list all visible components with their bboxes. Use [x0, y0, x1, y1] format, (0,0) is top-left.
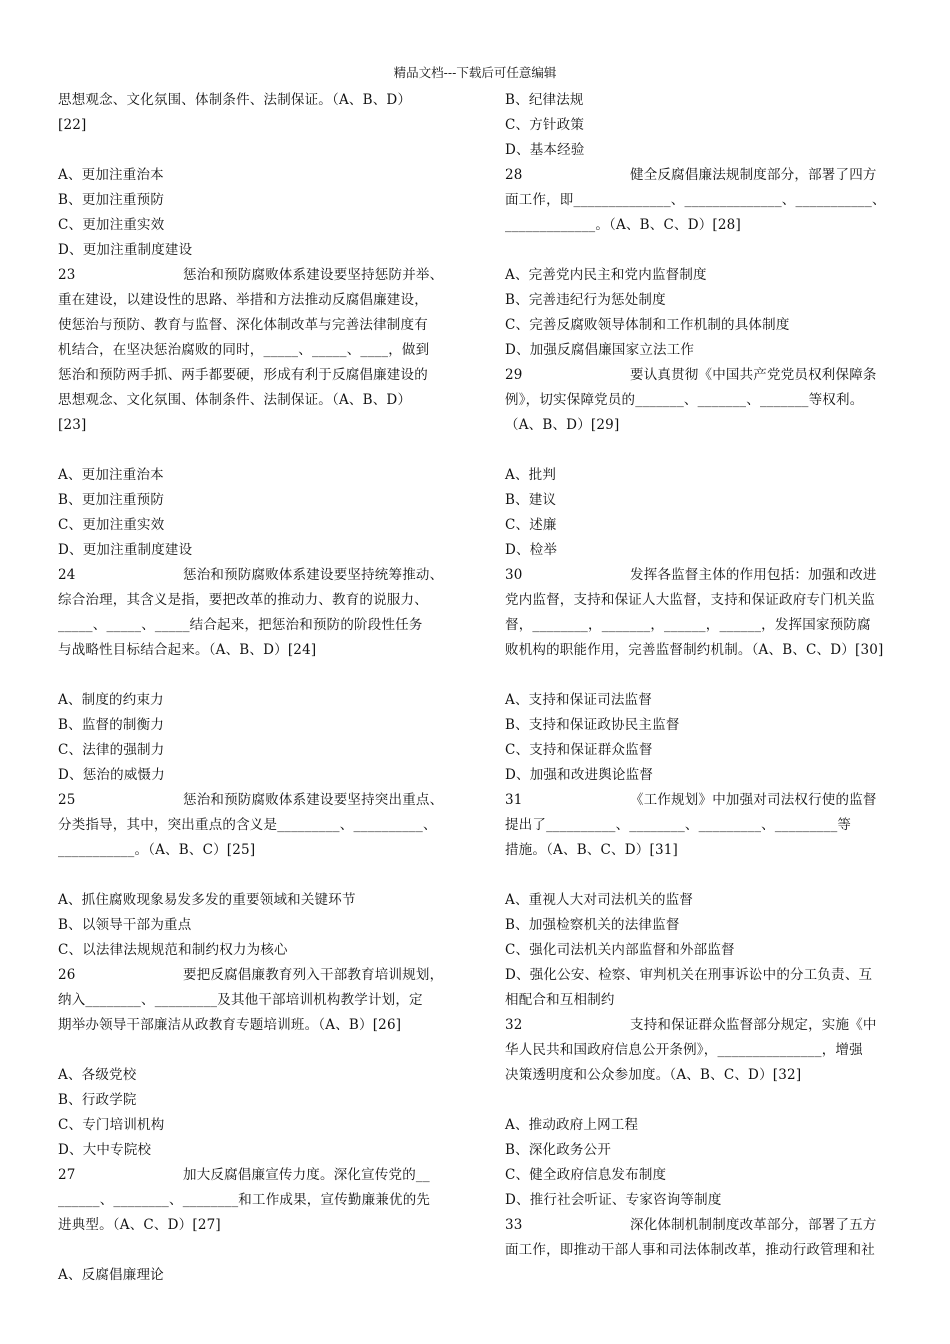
text-line: 党内监督，支持和保证人大监督，支持和保证政府专门机关监: [505, 592, 875, 608]
option-line: A、完善党内民主和党内监督制度: [505, 267, 707, 283]
question-text: 要认真贯彻《中国共产党党员权利保障条: [630, 367, 877, 383]
question-text: 加大反腐倡廉宣传力度。深化宣传党的__: [183, 1167, 430, 1183]
question-stem-line: [505, 163, 893, 188]
text-line: 使惩治与预防、教育与监督、深化体制改革与完善法律制度有: [58, 317, 428, 333]
question-text: 惩治和预防腐败体系建设要坚持惩防并举、: [183, 267, 444, 283]
text-line: 提出了__________、________、_________、_________等: [505, 817, 852, 833]
text-line: [22]: [58, 117, 87, 133]
option-line: C、方针政策: [505, 117, 585, 133]
option-line: D、惩治的威慑力: [58, 767, 165, 783]
question-stem-line: [505, 788, 893, 813]
blank-line: [505, 663, 893, 688]
option-line: D、检举: [505, 542, 558, 558]
option-line: B、深化政务公开: [505, 1142, 612, 1158]
blank-line: [58, 1238, 494, 1263]
option-line: C、法律的强制力: [58, 742, 165, 758]
option-line: A、反腐倡廉理论: [58, 1267, 164, 1283]
option-line: D、加强反腐倡廉国家立法工作: [505, 342, 695, 358]
text-line: ___________。（A、B、C）[25]: [58, 842, 256, 858]
text-line: 纳入________、_________及其他干部培训机构教学计划，定: [58, 992, 423, 1008]
text-line: 败机构的职能作用，完善监督制约机制。（A、B、C、D）[30]: [505, 642, 884, 658]
question-number: 27: [58, 1167, 76, 1183]
question-stem-line: [505, 563, 893, 588]
blank-line: [58, 138, 494, 163]
text-line: 措施。（A、B、C、D）[31]: [505, 842, 678, 858]
text-line: 机结合，在坚决惩治腐败的同时，_____、_____、____，做到: [58, 342, 430, 358]
text-line: 分类指导，其中，突出重点的含义是_________、__________、: [58, 817, 437, 833]
text-line: 综合治理，其含义是指，要把改革的推动力、教育的说服力、: [58, 592, 428, 608]
option-line: C、述廉: [505, 517, 557, 533]
text-line: 华人民共和国政府信息公开条例》，_______________，增强: [505, 1042, 863, 1058]
text-line: 决策透明度和公众参加度。（A、B、C、D）[32]: [505, 1067, 802, 1083]
question-text: 深化体制机制制度改革部分，部署了五方: [630, 1217, 877, 1233]
text-line: 期举办领导干部廉洁从政教育专题培训班。（A、B）[26]: [58, 1017, 402, 1033]
option-line: B、监督的制衡力: [58, 717, 165, 733]
option-line: D、更加注重制度建设: [58, 542, 193, 558]
option-line: B、加强检察机关的法律监督: [505, 917, 680, 933]
question-stem-line: [58, 963, 494, 988]
question-text: 《工作规划》中加强对司法权行使的监督: [630, 792, 877, 808]
question-stem-line: [505, 1213, 893, 1238]
text-line: 面工作，即推动干部人事和司法体制改革，推动行政管理和社: [505, 1242, 875, 1258]
blank-line: [505, 438, 893, 463]
question-number: 23: [58, 267, 76, 283]
option-line: C、健全政府信息发布制度: [505, 1167, 667, 1183]
text-line: 重在建设，以建设性的思路、举措和方法推动反腐倡廉建设，: [58, 292, 428, 308]
question-text: 发挥各监督主体的作用包括：加强和改进: [630, 567, 877, 583]
option-line: D、加强和改进舆论监督: [505, 767, 654, 783]
question-number: 24: [58, 567, 76, 583]
option-line: D、推行社会听证、专家咨询等制度: [505, 1192, 722, 1208]
option-line: B、更加注重预防: [58, 492, 165, 508]
question-number: 33: [505, 1217, 523, 1233]
option-line: C、以法律法规规范和制约权力为核心: [58, 942, 288, 958]
option-line: A、更加注重治本: [58, 167, 164, 183]
option-line: A、抓住腐败现象易发多发的重要领域和关键环节: [58, 892, 356, 908]
option-line: D、强化公安、检察、审判机关在刑事诉讼中的分工负责、互: [505, 967, 873, 983]
question-text: 惩治和预防腐败体系建设要坚持突出重点、: [183, 792, 444, 808]
option-line: D、基本经验: [505, 142, 585, 158]
text-line: 惩治和预防两手抓、两手都要硬，形成有利于反腐倡廉建设的: [58, 367, 428, 383]
page-header: 精品文档---下载后可任意编辑: [393, 65, 557, 80]
text-line: 相配合和互相制约: [505, 992, 615, 1008]
option-line: D、大中专院校: [58, 1142, 152, 1158]
question-stem-line: [58, 1163, 494, 1188]
option-line: C、支持和保证群众监督: [505, 742, 653, 758]
question-text: 健全反腐倡廉法规制度部分，部署了四方: [630, 167, 877, 183]
question-stem-line: [58, 563, 494, 588]
option-line: B、行政学院: [58, 1092, 137, 1108]
question-number: 28: [505, 167, 523, 183]
option-line: B、纪律法规: [505, 92, 584, 108]
right-column: [505, 88, 893, 1263]
blank-line: [58, 663, 494, 688]
blank-line: [505, 1088, 893, 1113]
option-line: C、更加注重实效: [58, 217, 165, 233]
blank-line: [58, 863, 494, 888]
option-line: B、建议: [505, 492, 557, 508]
text-line: _____、_____、_____结合起来，把惩治和预防的阶段性任务: [58, 617, 423, 633]
question-number: 26: [58, 967, 76, 983]
question-number: 29: [505, 367, 523, 383]
text-line: 与战略性目标结合起来。（A、B、D）[24]: [58, 642, 317, 658]
option-line: C、专门培训机构: [58, 1117, 165, 1133]
question-text: 要把反腐倡廉教育列入干部教育培训规划，: [183, 967, 444, 983]
question-stem-line: [505, 1013, 893, 1038]
text-line: 面工作，即______________、______________、___________、: [505, 192, 886, 208]
text-line: 思想观念、文化氛围、体制条件、法制保证。（A、B、D）: [58, 92, 412, 108]
option-line: B、更加注重预防: [58, 192, 165, 208]
question-number: 30: [505, 567, 523, 583]
left-column: [58, 88, 494, 1288]
text-line: ______、________、________和工作成果，宣传勤廉兼优的先: [58, 1192, 431, 1208]
option-line: A、重视人大对司法机关的监督: [505, 892, 694, 908]
question-number: 31: [505, 792, 523, 808]
question-text: 支持和保证群众监督部分规定，实施《中: [630, 1017, 877, 1033]
question-stem-line: [58, 788, 494, 813]
question-number: 25: [58, 792, 76, 808]
blank-line: [505, 863, 893, 888]
text-line: 例》，切实保障党员的_______、_______、_______等权利。: [505, 392, 864, 408]
option-line: A、批判: [505, 467, 557, 483]
text-line: （A、B、D）[29]: [505, 417, 620, 433]
question-stem-line: [505, 363, 893, 388]
question-stem-line: [58, 263, 494, 288]
text-line: 进典型。（A、C、D）[27]: [58, 1217, 221, 1233]
option-line: C、完善反腐败领导体制和工作机制的具体制度: [505, 317, 790, 333]
option-line: A、支持和保证司法监督: [505, 692, 652, 708]
option-line: D、更加注重制度建设: [58, 242, 193, 258]
option-line: A、制度的约束力: [58, 692, 164, 708]
option-line: A、各级党校: [58, 1067, 137, 1083]
option-line: A、推动政府上网工程: [505, 1117, 639, 1133]
option-line: B、完善违纪行为惩处制度: [505, 292, 666, 308]
text-line: _____________。（A、B、C、D）[28]: [505, 217, 741, 233]
option-line: C、更加注重实效: [58, 517, 165, 533]
question-number: 32: [505, 1017, 523, 1033]
question-text: 惩治和预防腐败体系建设要坚持统筹推动、: [183, 567, 444, 583]
blank-line: [58, 1038, 494, 1063]
option-line: B、以领导干部为重点: [58, 917, 192, 933]
text-line: 督，________，_______，______，______，发挥国家预防腐: [505, 617, 871, 633]
text-line: [23]: [58, 417, 87, 433]
option-line: B、支持和保证政协民主监督: [505, 717, 680, 733]
blank-line: [58, 438, 494, 463]
blank-line: [505, 238, 893, 263]
option-line: C、强化司法机关内部监督和外部监督: [505, 942, 735, 958]
text-line: 思想观念、文化氛围、体制条件、法制保证。（A、B、D）: [58, 392, 412, 408]
option-line: A、更加注重治本: [58, 467, 164, 483]
